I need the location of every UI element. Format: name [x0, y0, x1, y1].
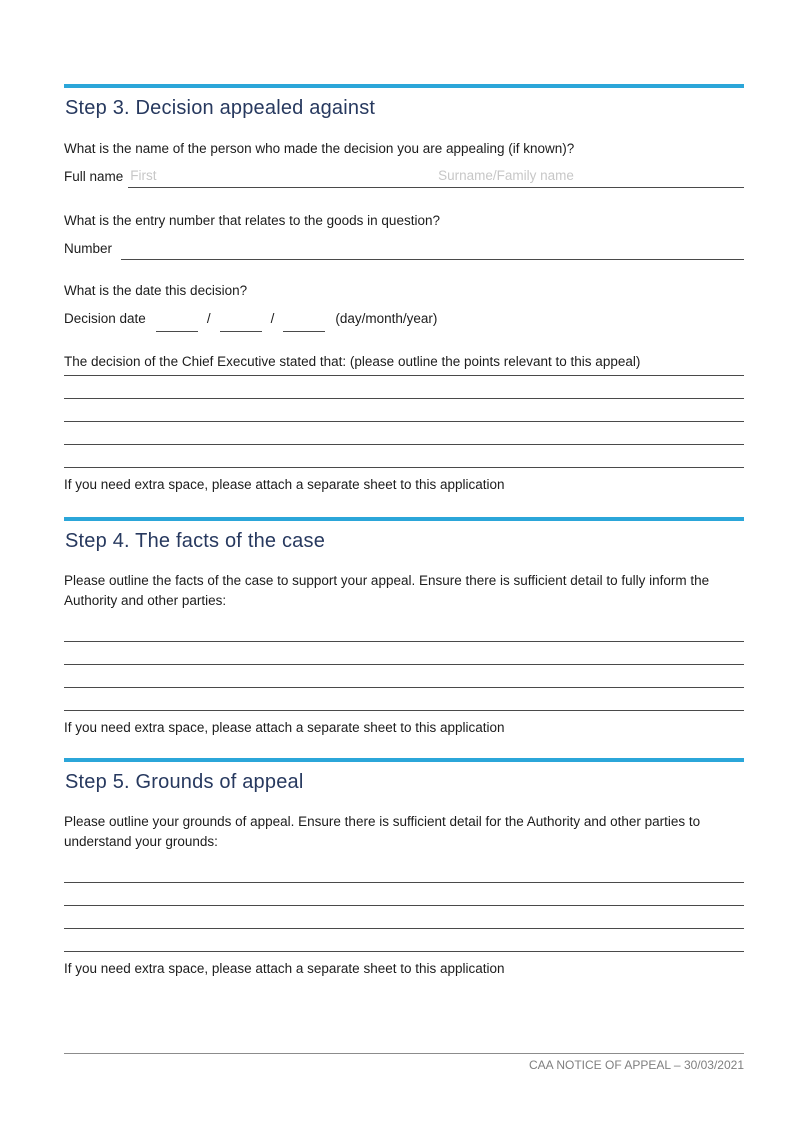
decision-date-label: Decision date [64, 311, 146, 326]
entry-number-input[interactable] [121, 238, 744, 259]
extra-space-note: If you need extra space, please attach a separate sheet to this application [64, 961, 505, 976]
full-name-label: Full name [64, 169, 124, 184]
writing-line[interactable] [64, 445, 744, 468]
extra-space-note: If you need extra space, please attach a separate sheet to this application [64, 477, 505, 492]
step5-instruction [64, 812, 744, 852]
step4-instruction [64, 571, 744, 611]
date-separator: / [270, 311, 275, 326]
writing-line[interactable] [64, 929, 744, 952]
step4-instruction-line1: Please outline the facts of the case to support your appeal. Ensure there is sufficient detail to fully inform the [64, 573, 710, 588]
step4-instruction-line2: Authority and other parties: [64, 593, 227, 608]
date-month-field[interactable] [220, 316, 262, 332]
step5-instruction-line1: Please outline your grounds of appeal. Ensure there is sufficient detail for the Authority and other parties to [64, 814, 701, 829]
writing-line[interactable] [64, 422, 744, 445]
date-separator: / [206, 311, 211, 326]
step5-title: Step 5. Grounds of appeal [65, 771, 304, 793]
writing-line[interactable] [64, 642, 744, 665]
question-entry-number: What is the entry number that relates to the goods in question? [64, 213, 440, 228]
decision-date-row [64, 311, 744, 327]
date-format-hint: (day/month/year) [335, 311, 438, 326]
writing-line[interactable] [64, 376, 744, 399]
full-name-row [64, 166, 744, 188]
surname-input[interactable] [436, 166, 744, 187]
page-footer [64, 1053, 744, 1072]
entry-number-underline [121, 238, 744, 260]
section-divider [64, 84, 744, 88]
step5-section [64, 758, 744, 976]
entry-number-row [64, 238, 744, 260]
first-name-input[interactable] [128, 166, 436, 187]
section-divider [64, 758, 744, 762]
full-name-underline [128, 166, 744, 188]
question-decision-maker: What is the name of the person who made the decision you are appealing (if known)? [64, 141, 575, 156]
writing-line[interactable] [64, 688, 744, 711]
step4-section [64, 517, 744, 735]
extra-space-note: If you need extra space, please attach a separate sheet to this application [64, 720, 505, 735]
writing-line[interactable] [64, 883, 744, 906]
writing-line[interactable] [64, 665, 744, 688]
writing-line[interactable] [64, 399, 744, 422]
date-year-field[interactable] [283, 316, 325, 332]
writing-line[interactable] [64, 906, 744, 929]
step4-title: Step 4. The facts of the case [65, 530, 326, 552]
writing-line[interactable] [64, 611, 744, 642]
number-label: Number [64, 241, 113, 256]
writing-line[interactable] [64, 852, 744, 883]
statement-label: The decision of the Chief Executive stated that: (please outline the points relevant to this appeal) [64, 354, 744, 376]
date-day-field[interactable] [156, 316, 198, 332]
section-divider [64, 517, 744, 521]
footer-text: CAA NOTICE OF APPEAL – 30/03/2021 [529, 1058, 744, 1072]
step5-instruction-line2: understand your grounds: [64, 834, 218, 849]
step3-section [64, 84, 744, 492]
step3-title: Step 3. Decision appealed against [65, 97, 376, 119]
question-decision-date: What is the date this decision? [64, 283, 248, 298]
